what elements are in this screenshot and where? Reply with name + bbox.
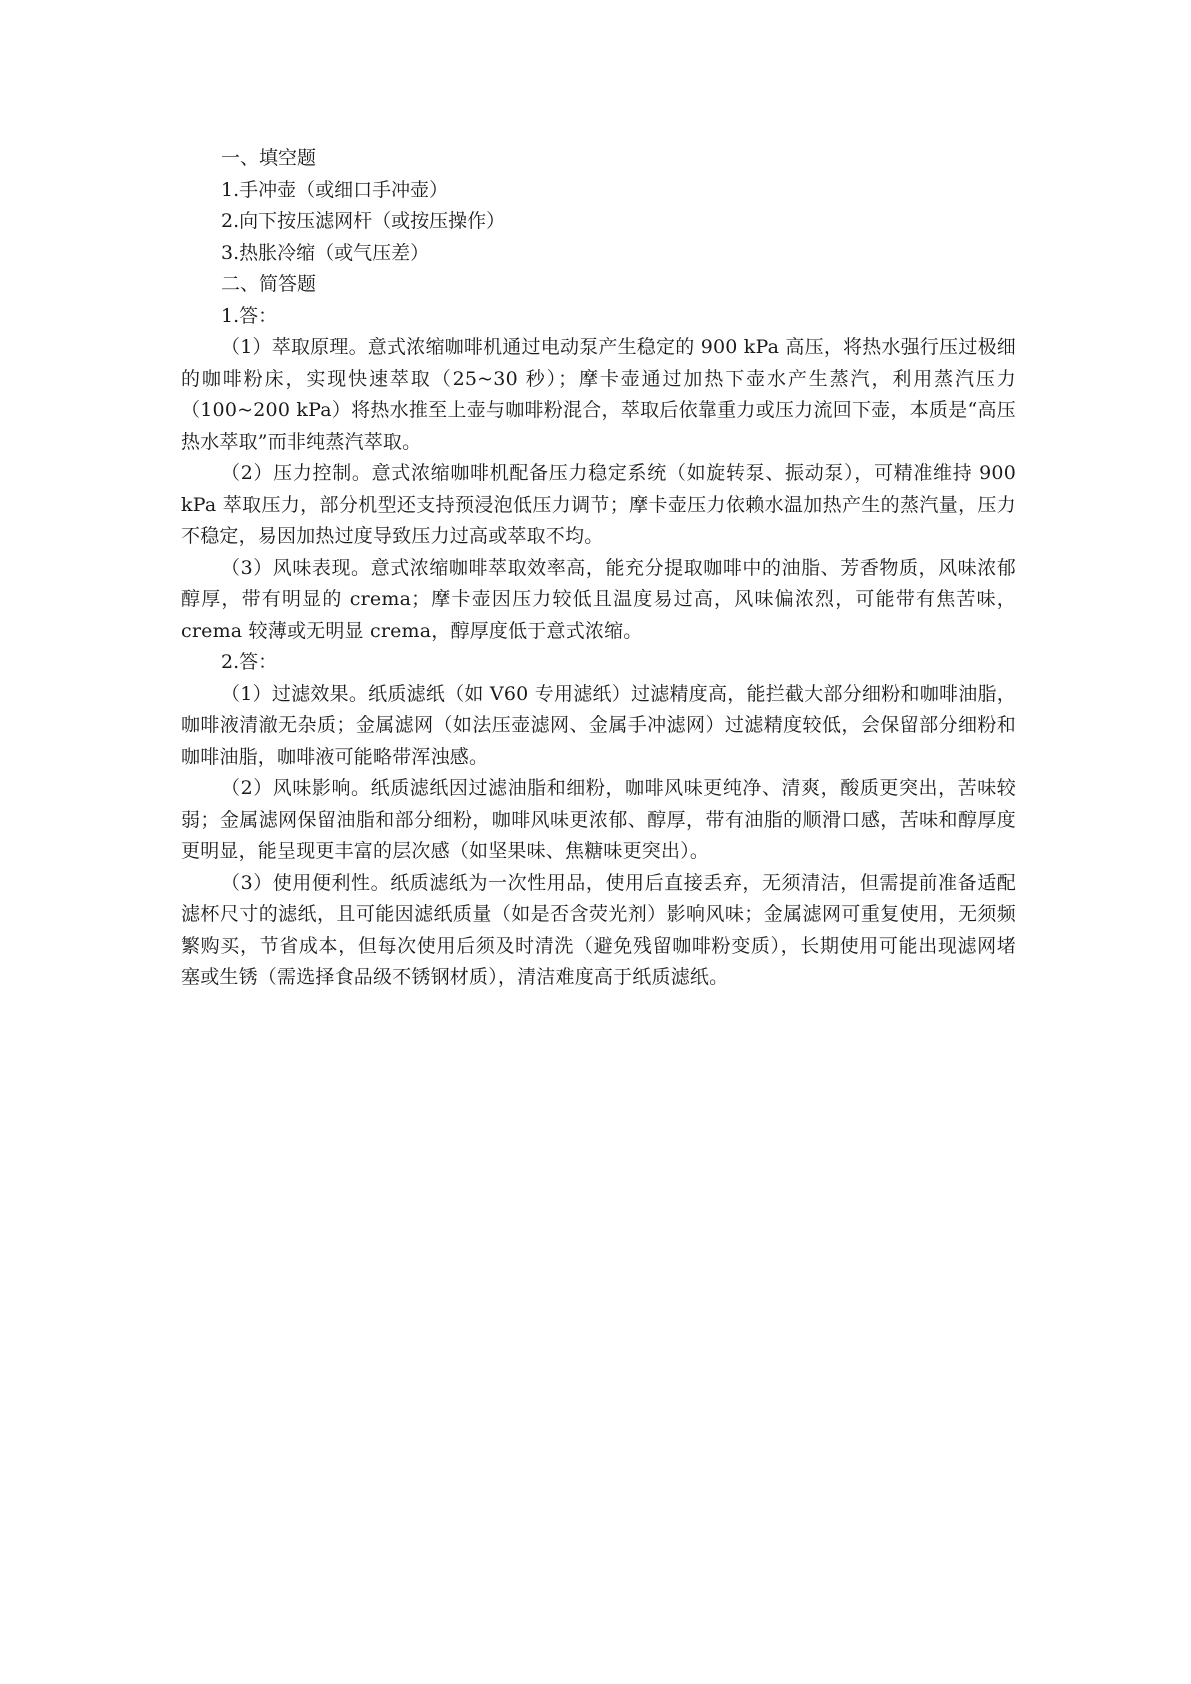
document-page [181,143,1016,994]
section-heading-fill-blank: 一、填空题 [221,147,317,169]
question-2-label: 2.答： [221,651,278,673]
q1-paragraph-flavor: （3）风味表现。意式浓缩咖啡萃取效率高，能充分提取咖啡中的油脂、芳香物质，风味浓郁醇厚，带有明显的 crema；摩卡壶因压力较低且温度易过高，风味偏浓烈，可能带有焦苦味，crema 较薄或无明显 crema，醇厚度低于意式浓缩。 [181,556,1016,642]
section-heading-short-answer: 二、简答题 [221,273,317,295]
question-1-label: 1.答： [221,304,278,327]
q1-paragraph-extraction: （1）萃取原理。意式浓缩咖啡机通过电动泵产生稳定的 900 kPa 高压，将热水强行压过极细的咖啡粉床，实现快速萃取（25~30 秒）；摩卡壶通过加热下壶水产生蒸汽，利用蒸汽压力（100~200 kPa）将热水推至上壶与咖啡粉混合，萃取后依靠重力或压力流回下壶，本质是“高压热水萃取”而非纯蒸汽萃取。 [181,336,1016,453]
q1-paragraph-pressure: （2）压力控制。意式浓缩咖啡机配备压力稳定系统（如旋转泵、振动泵），可精准维持 900 kPa 萃取压力，部分机型还支持预浸泡低压力调节；摩卡壶压力依赖水温加热产生的蒸汽量，压力不稳定，易因加热过度导致压力过高或萃取不均。 [181,462,1016,547]
q2-paragraph-convenience: （3）使用便利性。纸质滤纸为一次性用品，使用后直接丢弃，无须清洁，但需提前准备适配滤杯尺寸的滤纸，且可能因滤纸质量（如是否含荧光剂）影响风味；金属滤网可重复使用，无须频繁购买，节省成本，但每次使用后须及时清洗（避免残留咖啡粉变质），长期使用可能出现滤网堵塞或生锈（需选择食品级不锈钢材质），清洁难度高于纸质滤纸。 [181,871,1016,988]
q2-paragraph-filtration: （1）过滤效果。纸质滤纸（如 V60 专用滤纸）过滤精度高，能拦截大部分细粉和咖啡油脂，咖啡液清澈无杂质；金属滤网（如法压壶滤网、金属手冲滤网）过滤精度较低，会保留部分细粉和咖啡油脂，咖啡液可能略带浑浊感。 [181,682,1016,768]
fill-blank-answer-3: 3.热胀冷缩（或气压差） [221,241,430,264]
q2-paragraph-flavor: （2）风味影响。纸质滤纸因过滤油脂和细粉，咖啡风味更纯净、清爽，酸质更突出，苦味较弱；金属滤网保留油脂和部分细粉，咖啡风味更浓郁、醇厚，带有油脂的顺滑口感，苦味和醇厚度更明显，能呈现更丰富的层次感（如坚果味、焦糖味更突出）。 [181,777,1016,862]
fill-blank-answer-2: 2.向下按压滤网杆（或按压操作） [221,210,506,232]
fill-blank-answer-1: 1.手冲壶（或细口手冲壶） [221,178,449,201]
